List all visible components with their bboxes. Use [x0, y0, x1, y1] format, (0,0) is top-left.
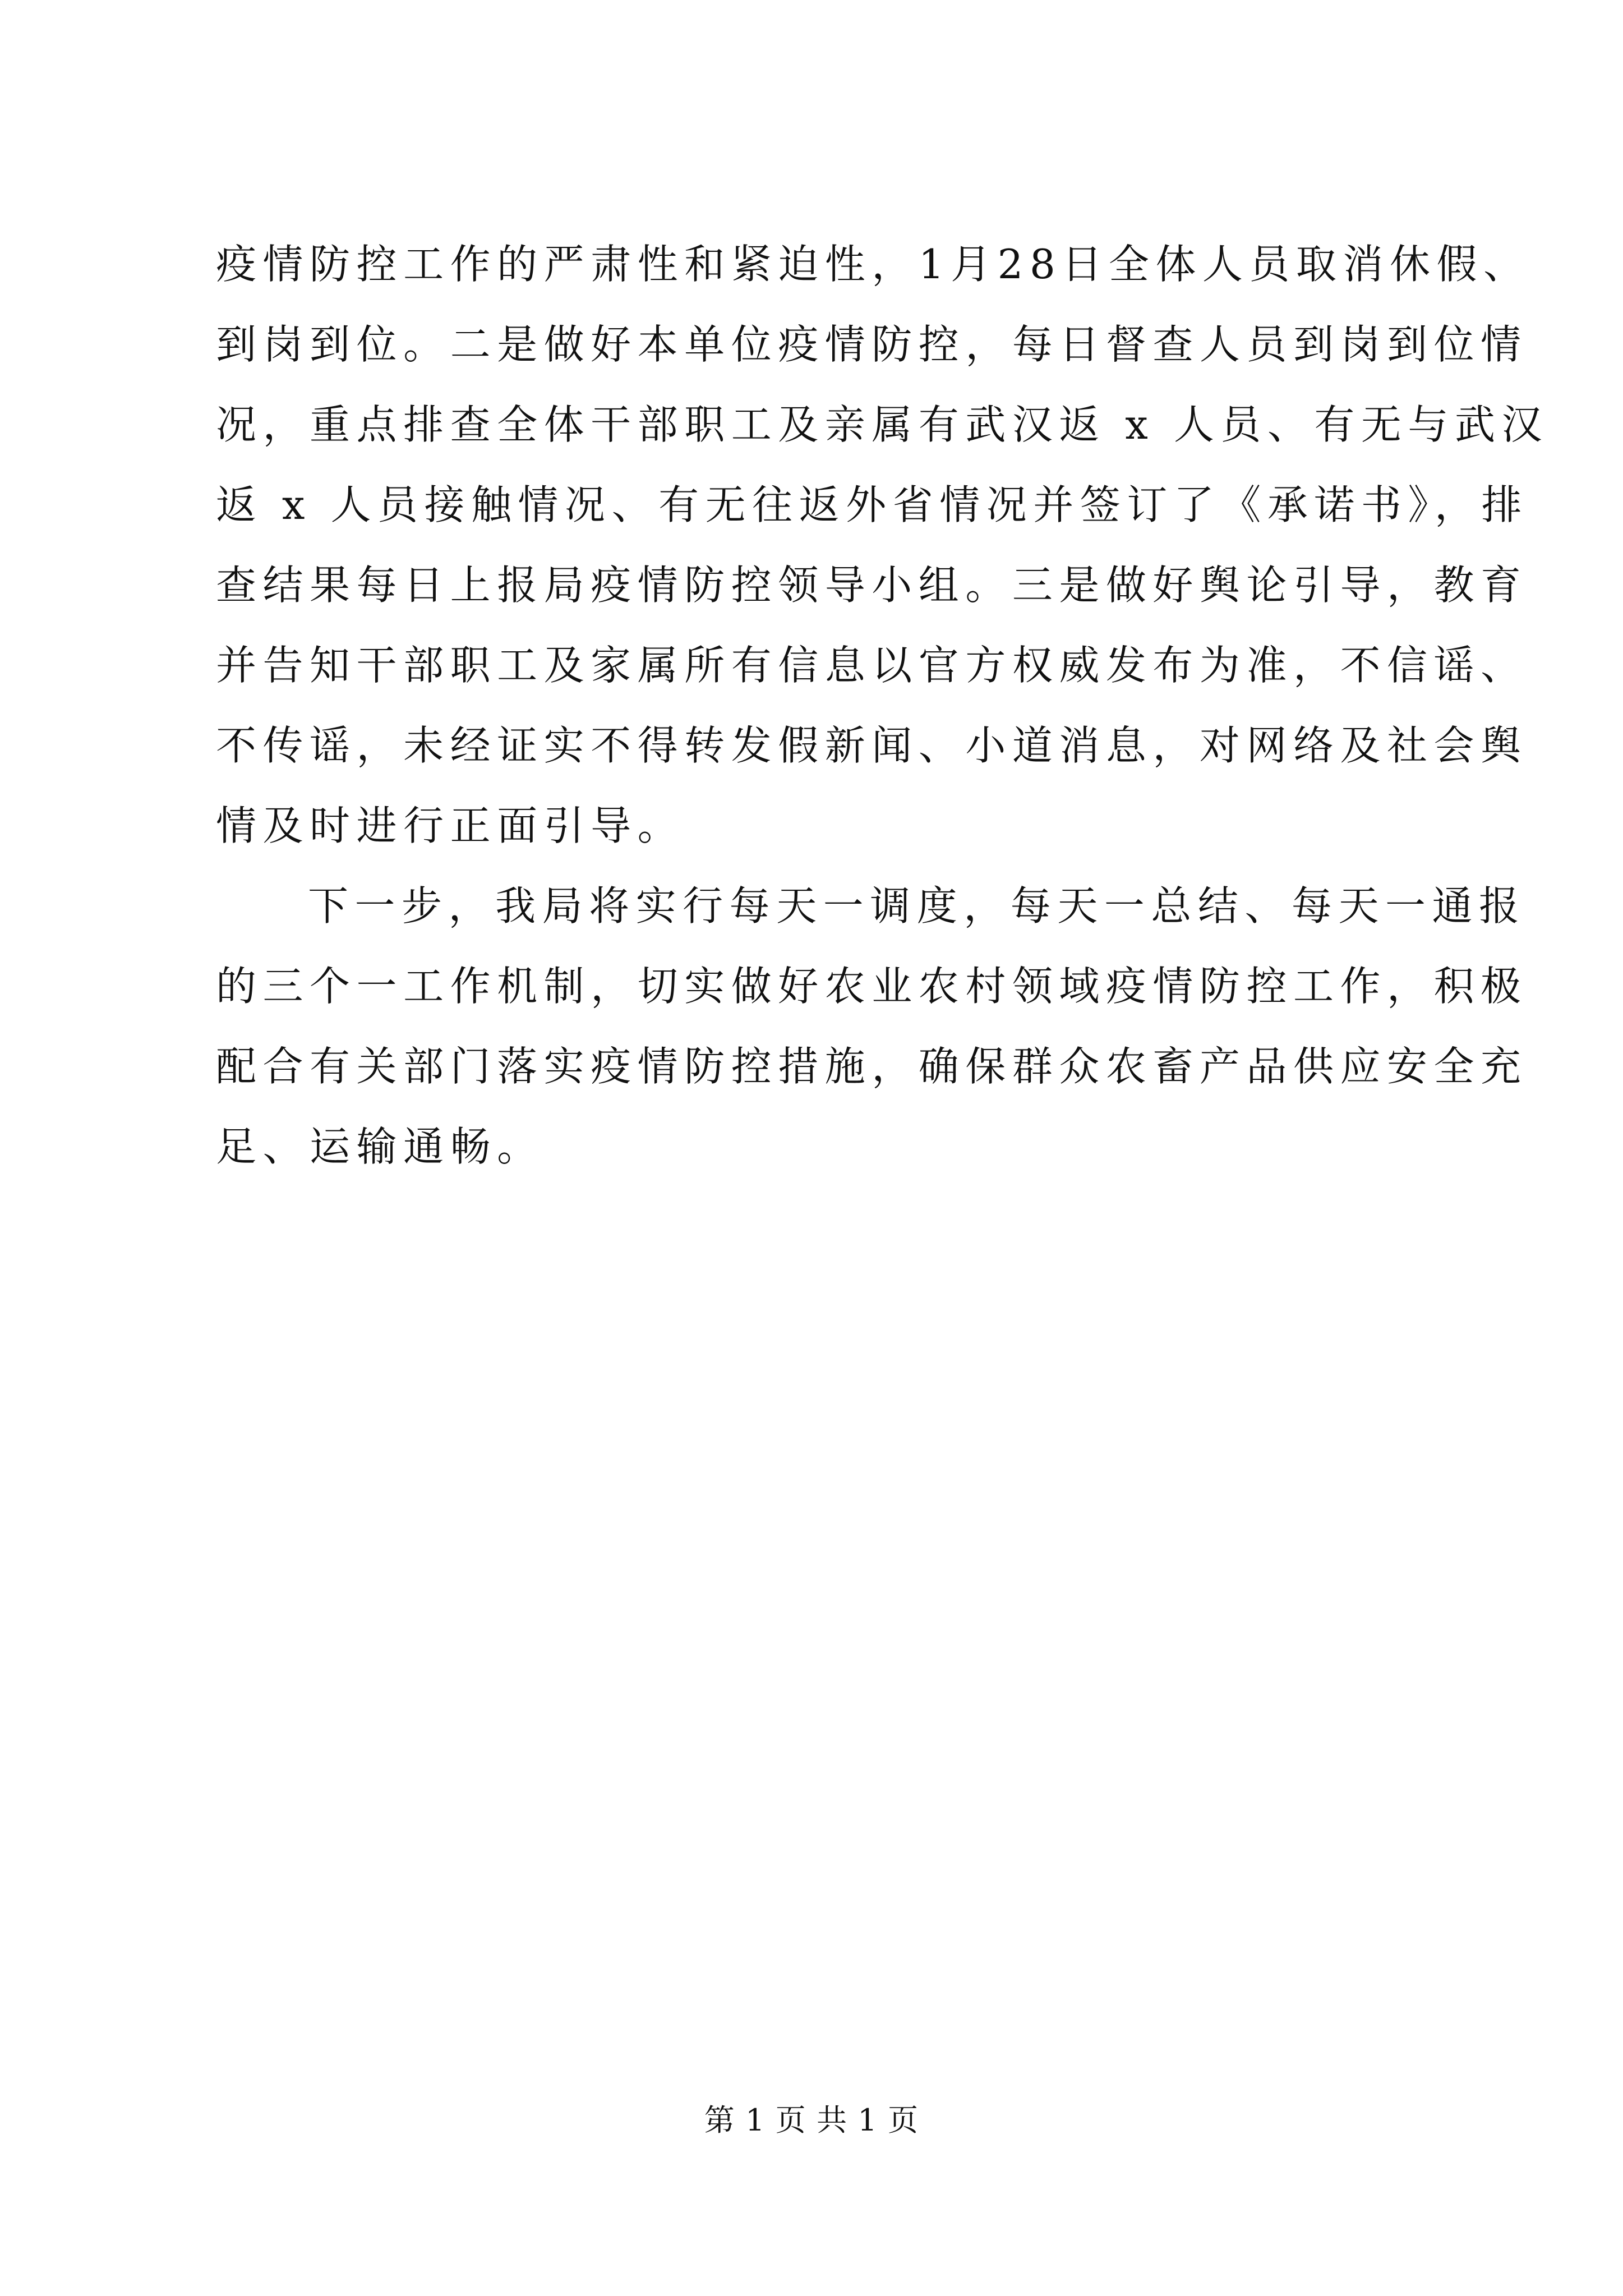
- text-line: 不传谣，未经证实不得转发假新闻、小道消息，对网络及社会舆: [216, 722, 1528, 769]
- text-line: 到岗到位。二是做好本单位疫情防控，每日督查人员到岗到位情: [216, 321, 1528, 368]
- text-line: 足、运输通畅。: [216, 1123, 544, 1170]
- page-number-footer: 第 1 页 共 1 页: [704, 2102, 919, 2138]
- text-line: 况，重点排查全体干部职工及亲属有武汉返 x 人员、有无与武汉: [216, 401, 1548, 448]
- text-line: 疫情防控工作的严肃性和紧迫性，1月28日全体人员取消休假、: [216, 241, 1530, 288]
- text-line: 的三个一工作机制，切实做好农业农村领域疫情防控工作，积极: [216, 963, 1528, 1010]
- document-body: [216, 224, 1548, 1187]
- paragraph-2: [216, 866, 1528, 1187]
- text-line: 配合有关部门落实疫情防控措施，确保群众农畜产品供应安全充: [216, 1043, 1528, 1090]
- text-line: 并告知干部职工及家属所有信息以官方权威发布为准，不信谣、: [216, 642, 1528, 689]
- text-line: 下一步，我局将实行每天一调度，每天一总结、每天一通报: [308, 882, 1526, 930]
- paragraph-1: [216, 224, 1548, 866]
- text-line: 返 x 人员接触情况、有无往返外省情况并签订了《承诺书》，排: [216, 481, 1528, 528]
- text-line: 查结果每日上报局疫情防控领导小组。三是做好舆论引导，教育: [216, 562, 1528, 609]
- text-line: 情及时进行正面引导。: [216, 802, 685, 849]
